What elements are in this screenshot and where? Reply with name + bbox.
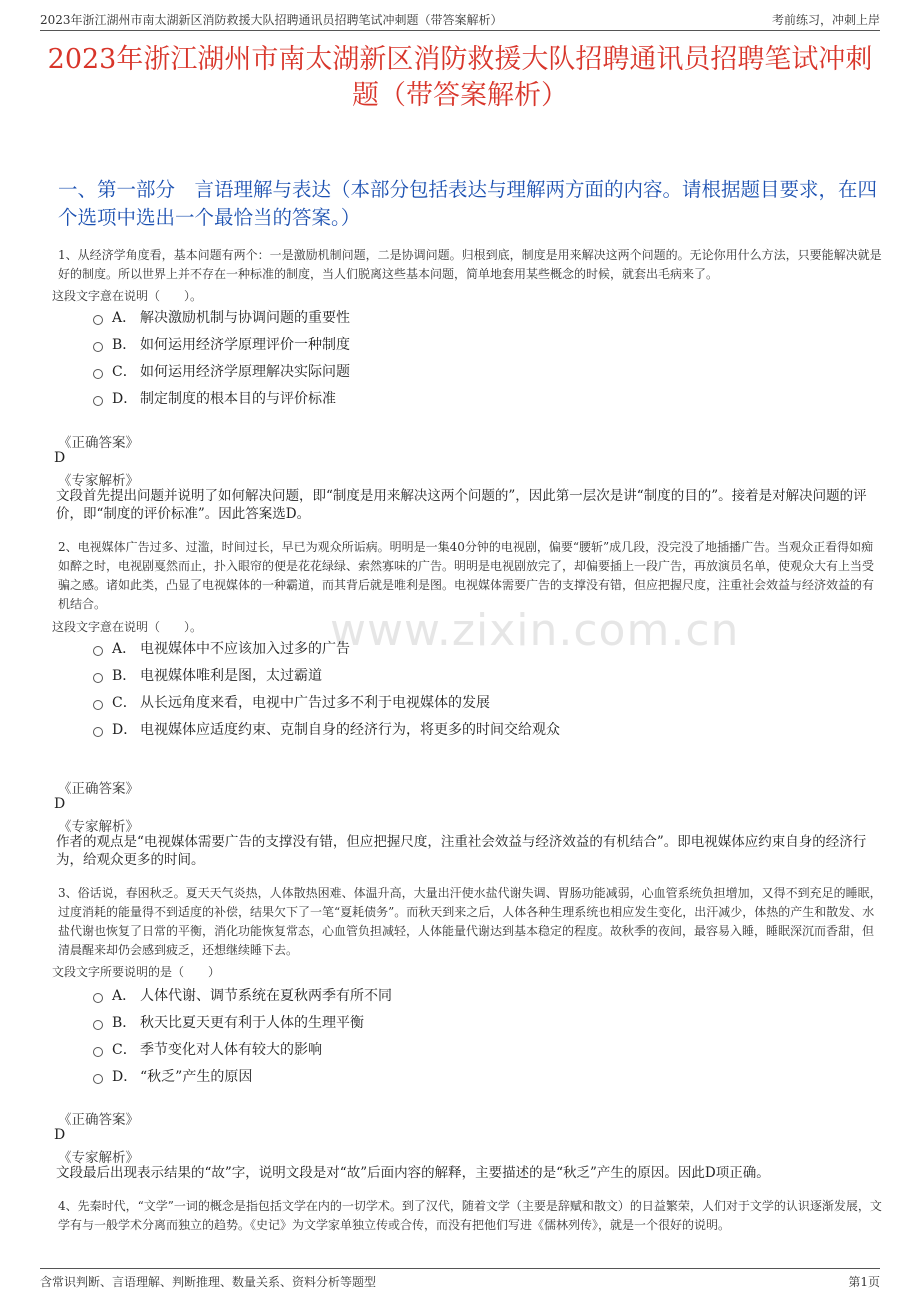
radio-icon[interactable] (93, 1074, 103, 1084)
question-1-analysis-label: 《专家解析》 (58, 473, 139, 489)
question-4-text: 4、先秦时代，“文学”一词的概念是指包括文学在内的一切学术。到了汉代，随着文学（主要是辞赋和散文）的日益繁荣，人们对于文学的认识逐渐发展，文学有与一般学术分离而独立的趋势。《史记》为文学家单独立传或合传，而没有把他们写进《儒林列传》，就是一个很好的说明。 (58, 1199, 882, 1232)
radio-icon[interactable] (93, 369, 103, 379)
question-3-answer: D (54, 1127, 66, 1143)
question-1-option-c[interactable]: C． 如何运用经济学原理解决实际问题 (93, 360, 350, 382)
radio-icon[interactable] (93, 315, 103, 325)
header-slogan: 考前练习，冲刺上岸 (771, 13, 880, 27)
page-header (40, 8, 880, 31)
question-2-prompt: 这段文字意在说明（ ）。 (52, 620, 203, 634)
question-3-option-b[interactable]: B． 秋天比夏天更有利于人体的生理平衡 (93, 1011, 364, 1033)
question-2-answer: D (54, 796, 66, 812)
question-2-option-a[interactable]: A． 电视媒体中不应该加入过多的广告 (93, 637, 350, 659)
question-3-answer-label: 《正确答案》 (58, 1112, 139, 1128)
question-2-analysis: 作者的观点是“电视媒体需要广告的支撑没有错，但应把握尺度，注重社会效益与经济效益的有机结合”。即电视媒体应约束自身的经济行为，给观众更多的时间。 (56, 834, 867, 868)
question-2-answer-label: 《正确答案》 (58, 781, 139, 797)
question-1-option-d[interactable]: D． 制定制度的根本目的与评价标准 (93, 387, 336, 409)
question-1-option-b[interactable]: B． 如何运用经济学原理评价一种制度 (93, 333, 350, 355)
radio-icon[interactable] (93, 1047, 103, 1057)
radio-icon[interactable] (93, 342, 103, 352)
radio-icon[interactable] (93, 646, 103, 656)
question-1-option-a[interactable]: A． 解决激励机制与协调问题的重要性 (93, 306, 350, 328)
question-3-text: 3、俗话说，春困秋乏。夏天天气炎热，人体散热困难、体温升高，大量出汗使水盐代谢失调、胃肠功能减弱，心血管系统负担增加，又得不到充足的睡眠，过度消耗的能量得不到适度的补偿，结果欠下了一笔“夏耗债务”。而秋天到来之后，人体各种生理系统也相应发生变化，出汗减少，体热的产生和散发、水盐代谢也恢复了日常的平衡，消化功能恢复常态，心血管负担减轻，人体能量代谢达到基本稳定的程度。故秋季的夜间，最容易入睡，睡眠深沉而香甜，但清晨醒来却仍会感到疲乏，还想继续睡下去。 (58, 886, 882, 957)
question-1-answer-label: 《正确答案》 (58, 435, 139, 451)
radio-icon[interactable] (93, 396, 103, 406)
radio-icon[interactable] (93, 727, 103, 737)
page-number: 第1页 (848, 1275, 880, 1289)
question-1-analysis: 文段首先提出问题并说明了如何解决问题，即“制度是用来解决这两个问题的”，因此第一层次是讲“制度的目的”。接着是对解决问题的评价，即“制度的评价标准”。因此答案选D。 (56, 488, 867, 522)
question-3-analysis-label: 《专家解析》 (58, 1150, 139, 1166)
question-2-option-c[interactable]: C． 从长远角度来看，电视中广告过多不利于电视媒体的发展 (93, 691, 490, 713)
question-2-option-d[interactable]: D． 电视媒体应适度约束、克制自身的经济行为，将更多的时间交给观众 (93, 718, 560, 740)
question-1-prompt: 这段文字意在说明（ ）。 (52, 289, 203, 303)
radio-icon[interactable] (93, 993, 103, 1003)
question-3-option-c[interactable]: C． 季节变化对人体有较大的影响 (93, 1038, 322, 1060)
question-3-prompt: 文段文字所要说明的是（ ） (52, 965, 221, 979)
section-title: 一、第一部分 言语理解与表达（本部分包括表达与理解两方面的内容。请根据题目要求，在四个选项中选出一个最恰当的答案。） (58, 178, 878, 229)
question-2-text: 2、电视媒体广告过多、过滥，时间过长，早已为观众所诟病。明明是一集40分钟的电视剧，偏要“腰斩”成几段，没完没了地插播广告。当观众正看得如痴如醉之时，电视剧戛然而止，扑入眼帘的便是花花绿绿、索然寡味的广告。明明是电视剧放完了，却偏要插上一段广告，再放演员名单，使观众大有上当受骗之感。诸如此类，凸显了电视媒体的一种霸道，而其背后就是唯利是图。电视媒体需要广告的支撑没有错，但应把握尺度，注重社会效益与经济效益的有机结合。 (58, 540, 875, 611)
radio-icon[interactable] (93, 700, 103, 710)
header-doc-title: 2023年浙江湖州市南太湖新区消防救援大队招聘通讯员招聘笔试冲刺题（带答案解析） (40, 13, 503, 27)
radio-icon[interactable] (93, 1020, 103, 1030)
page-footer (40, 1268, 880, 1293)
question-3-option-d[interactable]: D． “秋乏”产生的原因 (93, 1065, 252, 1087)
question-2-option-b[interactable]: B． 电视媒体唯利是图，太过霸道 (93, 664, 322, 686)
question-1-answer: D (54, 450, 66, 466)
radio-icon[interactable] (93, 673, 103, 683)
document-title: 2023年浙江湖州市南太湖新区消防救援大队招聘通讯员招聘笔试冲刺题（带答案解析） (47, 44, 873, 111)
question-2-analysis-label: 《专家解析》 (58, 819, 139, 835)
watermark: www.zixin.com.cn (330, 605, 740, 656)
footer-note: 含常识判断、言语理解、判断推理、数量关系、资料分析等题型 (40, 1275, 377, 1289)
question-1-text: 1、从经济学角度看，基本问题有两个：一是激励机制问题，二是协调问题。归根到底，制度是用来解决这两个问题的。无论你用什么方法，只要能解决就是好的制度。所以世界上并不存在一种标准的制度，当人们脱离这些基本问题，简单地套用某些概念的时候，就套出毛病来了。 (58, 248, 882, 281)
question-3-option-a[interactable]: A． 人体代谢、调节系统在夏秋两季有所不同 (93, 984, 392, 1006)
question-3-analysis: 文段最后出现表示结果的“故”字，说明文段是对“故”后面内容的解释，主要描述的是“秋乏”产生的原因。因此D项正确。 (56, 1165, 770, 1181)
